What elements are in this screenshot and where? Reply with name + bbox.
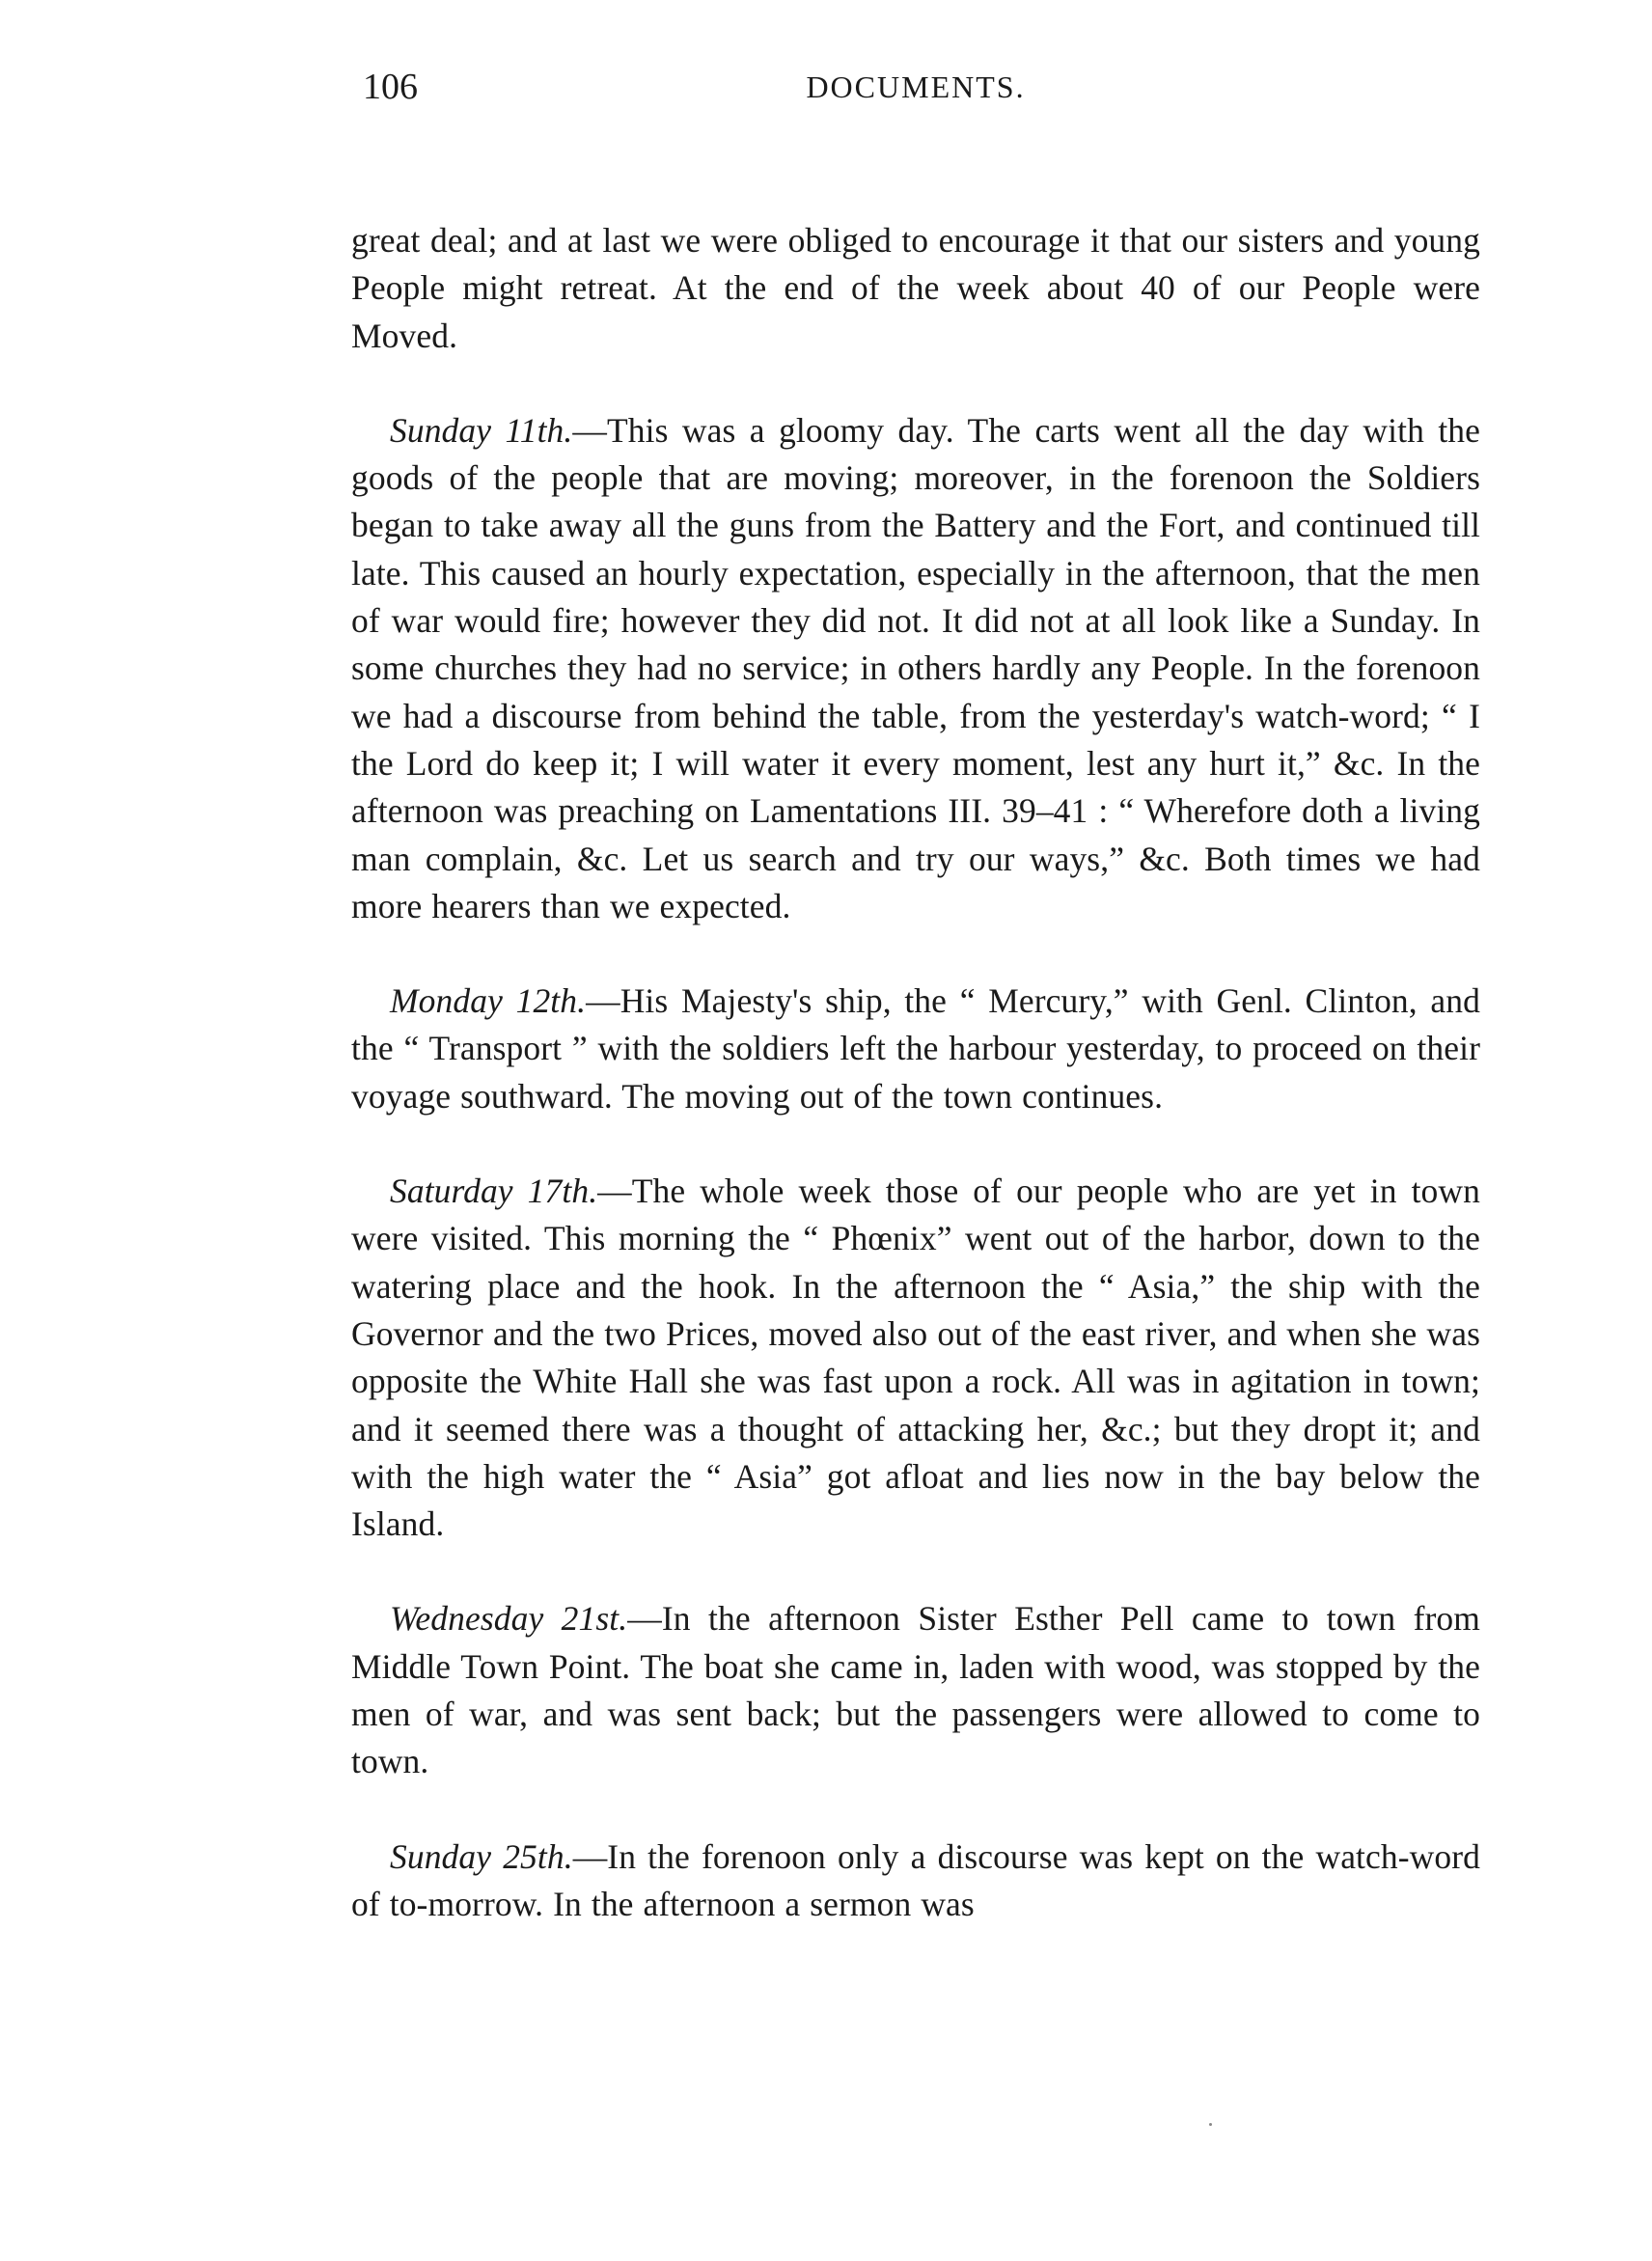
paragraph-text: —In the forenoon only a discourse was kept on the watch-word of to-morrow. In the afternoon a sermon was [351,1836,1480,1923]
paragraph [351,1168,1480,1548]
paragraph-text: —This was a gloomy day. The carts went all the day with the goods of the people that are moving; moreover, in the forenoon the Soldiers began to take away all the guns from the Battery and the Fort, and continued till late. This caused an hourly expectation, especially in the afternoon, that the men of war would fire; however they did not. It did not at all look like a Sunday. In some churches they had no service; in others hardly any People. In the forenoon we had a discourse from behind the table, from the yesterday's watch-word; “ I the Lord do keep it; I will water it every moment, lest any hurt it,” &c. In the afternoon was preaching on Lamentations III. 39–41 : “ Wherefore doth a living man complain, &c. Let us search and try our ways,” &c. Both times we had more hearers than we expected. [351,410,1480,925]
paragraph-text: great deal; and at last we were obliged to encourage it that our sisters and young People might retreat. At the end of the week about 40 of our People were Moved. [351,221,1480,355]
scan-speck [1209,2123,1212,2126]
page-number: 106 [363,67,418,107]
paragraph-text: —The whole week those of our people who are yet in town were visited. This morning the “ Phœnix” went out of the harbor, down to the watering place and the hook. In the afternoon the “ Asia,” the ship with the Governor and the two Prices, moved also out of the east river, and when she was opposite the White Hall she was fast upon a rock. All was in agitation in town; and it seemed there was a thought of attacking her, &c.; but they dropt it; and with the high water the “ Asia” got afloat and lies now in the bay below the Island. [351,1172,1480,1544]
page-header [351,68,1480,125]
entry-date: Monday 12th. [390,981,587,1021]
paragraph [351,978,1480,1120]
paragraph [351,1595,1480,1785]
paragraph [351,217,1480,360]
paragraph-text: —In the afternoon Sister Esther Pell came to town from Middle Town Point. The boat she came in, laden with wood, was stopped by the men of war, and was sent back; but the passengers were allowed to come to town. [351,1599,1480,1781]
document-page [351,68,1480,1928]
entry-date: Wednesday 21st. [390,1599,628,1639]
entry-date: Saturday 17th. [390,1172,598,1211]
paragraph [351,1834,1480,1929]
entry-date: Sunday 25th. [390,1836,573,1876]
entry-date: Sunday 11th. [390,410,573,450]
body-text [351,217,1480,1928]
running-title: DOCUMENTS. [806,69,1026,104]
paragraph-text: —His Majesty's ship, the “ Mercury,” with Genl. Clinton, and the “ Transport ” with the soldiers left the harbour yesterday, to proceed on their voyage southward. The moving out of the town continues. [351,981,1480,1116]
paragraph [351,407,1480,930]
